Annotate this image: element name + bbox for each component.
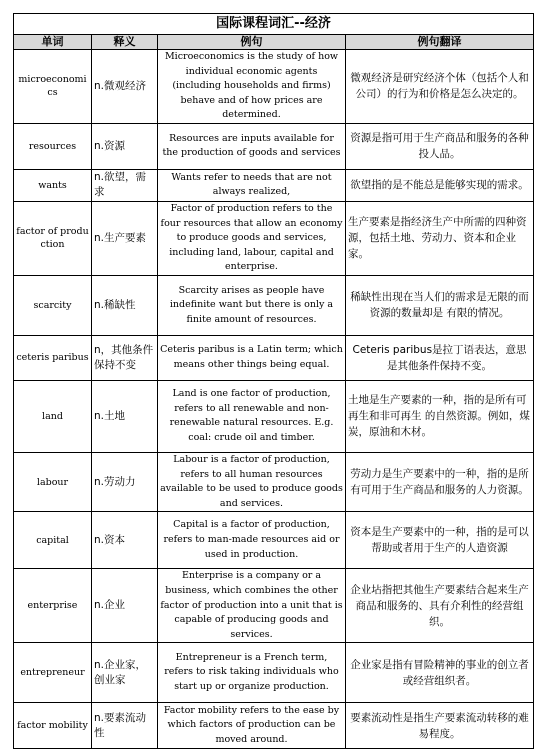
word-cell: entrepreneur bbox=[14, 643, 92, 703]
translation-cell: 资本是生产要素中的一种，指的是可以帮助或者用于生产的人造资源 bbox=[346, 512, 534, 569]
table-row bbox=[14, 512, 534, 569]
example-cell: Entrepreneur is a French term, refers to risk taking individuals who start up or organize production. bbox=[158, 643, 346, 703]
translation-cell: 微观经济是研究经济个体（包括个人和公司）的行为和价格是怎么决定的。 bbox=[346, 50, 534, 124]
word-cell: factor mobility bbox=[14, 703, 92, 749]
example-cell: Resources are inputs available for the production of goods and services bbox=[158, 123, 346, 169]
example-cell: Labour is a factor of production, refers to all human resources available to be used to produce goods and services. bbox=[158, 452, 346, 511]
table-title: 国际课程词汇--经济 bbox=[14, 14, 534, 35]
word-cell: wants bbox=[14, 169, 92, 201]
word-cell: factor of production bbox=[14, 201, 92, 275]
table-row bbox=[14, 201, 534, 275]
translation-cell: 要素流动性是指生产要素流动转移的难易程度。 bbox=[346, 703, 534, 749]
example-cell: Factor of production refers to the four resources that allow an economy to produce goods and services, including land, labour, capital and enterprise. bbox=[158, 201, 346, 275]
meaning-cell: n.微观经济 bbox=[92, 50, 158, 124]
translation-cell: 稀缺性出现在当人们的需求是无限的而资源的数量却是 有限的情况。 bbox=[346, 275, 534, 335]
meaning-cell: n.资源 bbox=[92, 123, 158, 169]
example-cell: Factor mobility refers to the ease by which factors of production can be moved around. bbox=[158, 703, 346, 749]
meaning-cell: n，其他条件保持不变 bbox=[92, 335, 158, 380]
header-word: 单词 bbox=[14, 35, 92, 50]
example-cell: Scarcity arises as people have indefinite want but there is only a finite amount of resources. bbox=[158, 275, 346, 335]
translation-cell: Ceteris paribus是拉丁语表达，意思是其他条件保持不变。 bbox=[346, 335, 534, 380]
table-row bbox=[14, 569, 534, 643]
header-meaning: 释义 bbox=[92, 35, 158, 50]
meaning-cell: n.欲望，需求 bbox=[92, 169, 158, 201]
title-row bbox=[14, 14, 534, 35]
table-row bbox=[14, 275, 534, 335]
translation-cell: 企业坫指把其他生产要素结合起来生产商品和服务的、具有介利性的经营组织。 bbox=[346, 569, 534, 643]
example-cell: Land is one factor of production, refers to all renewable and non-renewable natural resources. E.g. coal: crude oil and timber. bbox=[158, 380, 346, 452]
table-row bbox=[14, 703, 534, 749]
example-cell: Capital is a factor of production, refers to man-made resources aid or used in production. bbox=[158, 512, 346, 569]
meaning-cell: n.企业家，创业家 bbox=[92, 643, 158, 703]
table-row bbox=[14, 335, 534, 380]
meaning-cell: n.劳动力 bbox=[92, 452, 158, 511]
word-cell: capital bbox=[14, 512, 92, 569]
table-row bbox=[14, 169, 534, 201]
translation-cell: 劳动力是生产要素中的一种，指的是所有可用于生产商品和服务的人力资源。 bbox=[346, 452, 534, 511]
example-cell: Ceteris paribus is a Latin term; which means other things being equal. bbox=[158, 335, 346, 380]
meaning-cell: n.稀缺性 bbox=[92, 275, 158, 335]
translation-cell: 土地是生产要素的一种，指的是所有可再生和非可再生 的自然资源。例如，煤炭，原油和木材。 bbox=[346, 380, 534, 452]
meaning-cell: n.要素流动性 bbox=[92, 703, 158, 749]
translation-cell: 资源是指可用于生产商品和服务的各种投人品。 bbox=[346, 123, 534, 169]
header-row bbox=[14, 35, 534, 50]
translation-cell: 生产要素是指经济生产中所需的四种资源，包括土地、劳动力、资本和企业家。 bbox=[346, 201, 534, 275]
translation-cell: 欲望指的是不能总是能够实现的需求。 bbox=[346, 169, 534, 201]
meaning-cell: n.企业 bbox=[92, 569, 158, 643]
meaning-cell: n.土地 bbox=[92, 380, 158, 452]
table-row bbox=[14, 123, 534, 169]
table-row bbox=[14, 50, 534, 124]
example-cell: Microeconomics is the study of how individual economic agents (including households and firms) behave and of how prices are determined. bbox=[158, 50, 346, 124]
word-cell: microeconomics bbox=[14, 50, 92, 124]
word-cell: ceteris paribus bbox=[14, 335, 92, 380]
table-row bbox=[14, 643, 534, 703]
header-translation: 例句翻译 bbox=[346, 35, 534, 50]
word-cell: labour bbox=[14, 452, 92, 511]
translation-cell: 企业家是指有冒险精神的事业的创立者或经营组织者。 bbox=[346, 643, 534, 703]
word-cell: enterprise bbox=[14, 569, 92, 643]
table-row bbox=[14, 452, 534, 511]
table-row bbox=[14, 380, 534, 452]
meaning-cell: n.生产要素 bbox=[92, 201, 158, 275]
meaning-cell: n.资本 bbox=[92, 512, 158, 569]
example-cell: Wants refer to needs that are not always realized, bbox=[158, 169, 346, 201]
header-example: 例句 bbox=[158, 35, 346, 50]
vocabulary-table bbox=[13, 13, 534, 749]
word-cell: scarcity bbox=[14, 275, 92, 335]
example-cell: Enterprise is a company or a business, which combines the other factor of production into a unit that is capable of producing goods and services. bbox=[158, 569, 346, 643]
word-cell: resources bbox=[14, 123, 92, 169]
word-cell: land bbox=[14, 380, 92, 452]
